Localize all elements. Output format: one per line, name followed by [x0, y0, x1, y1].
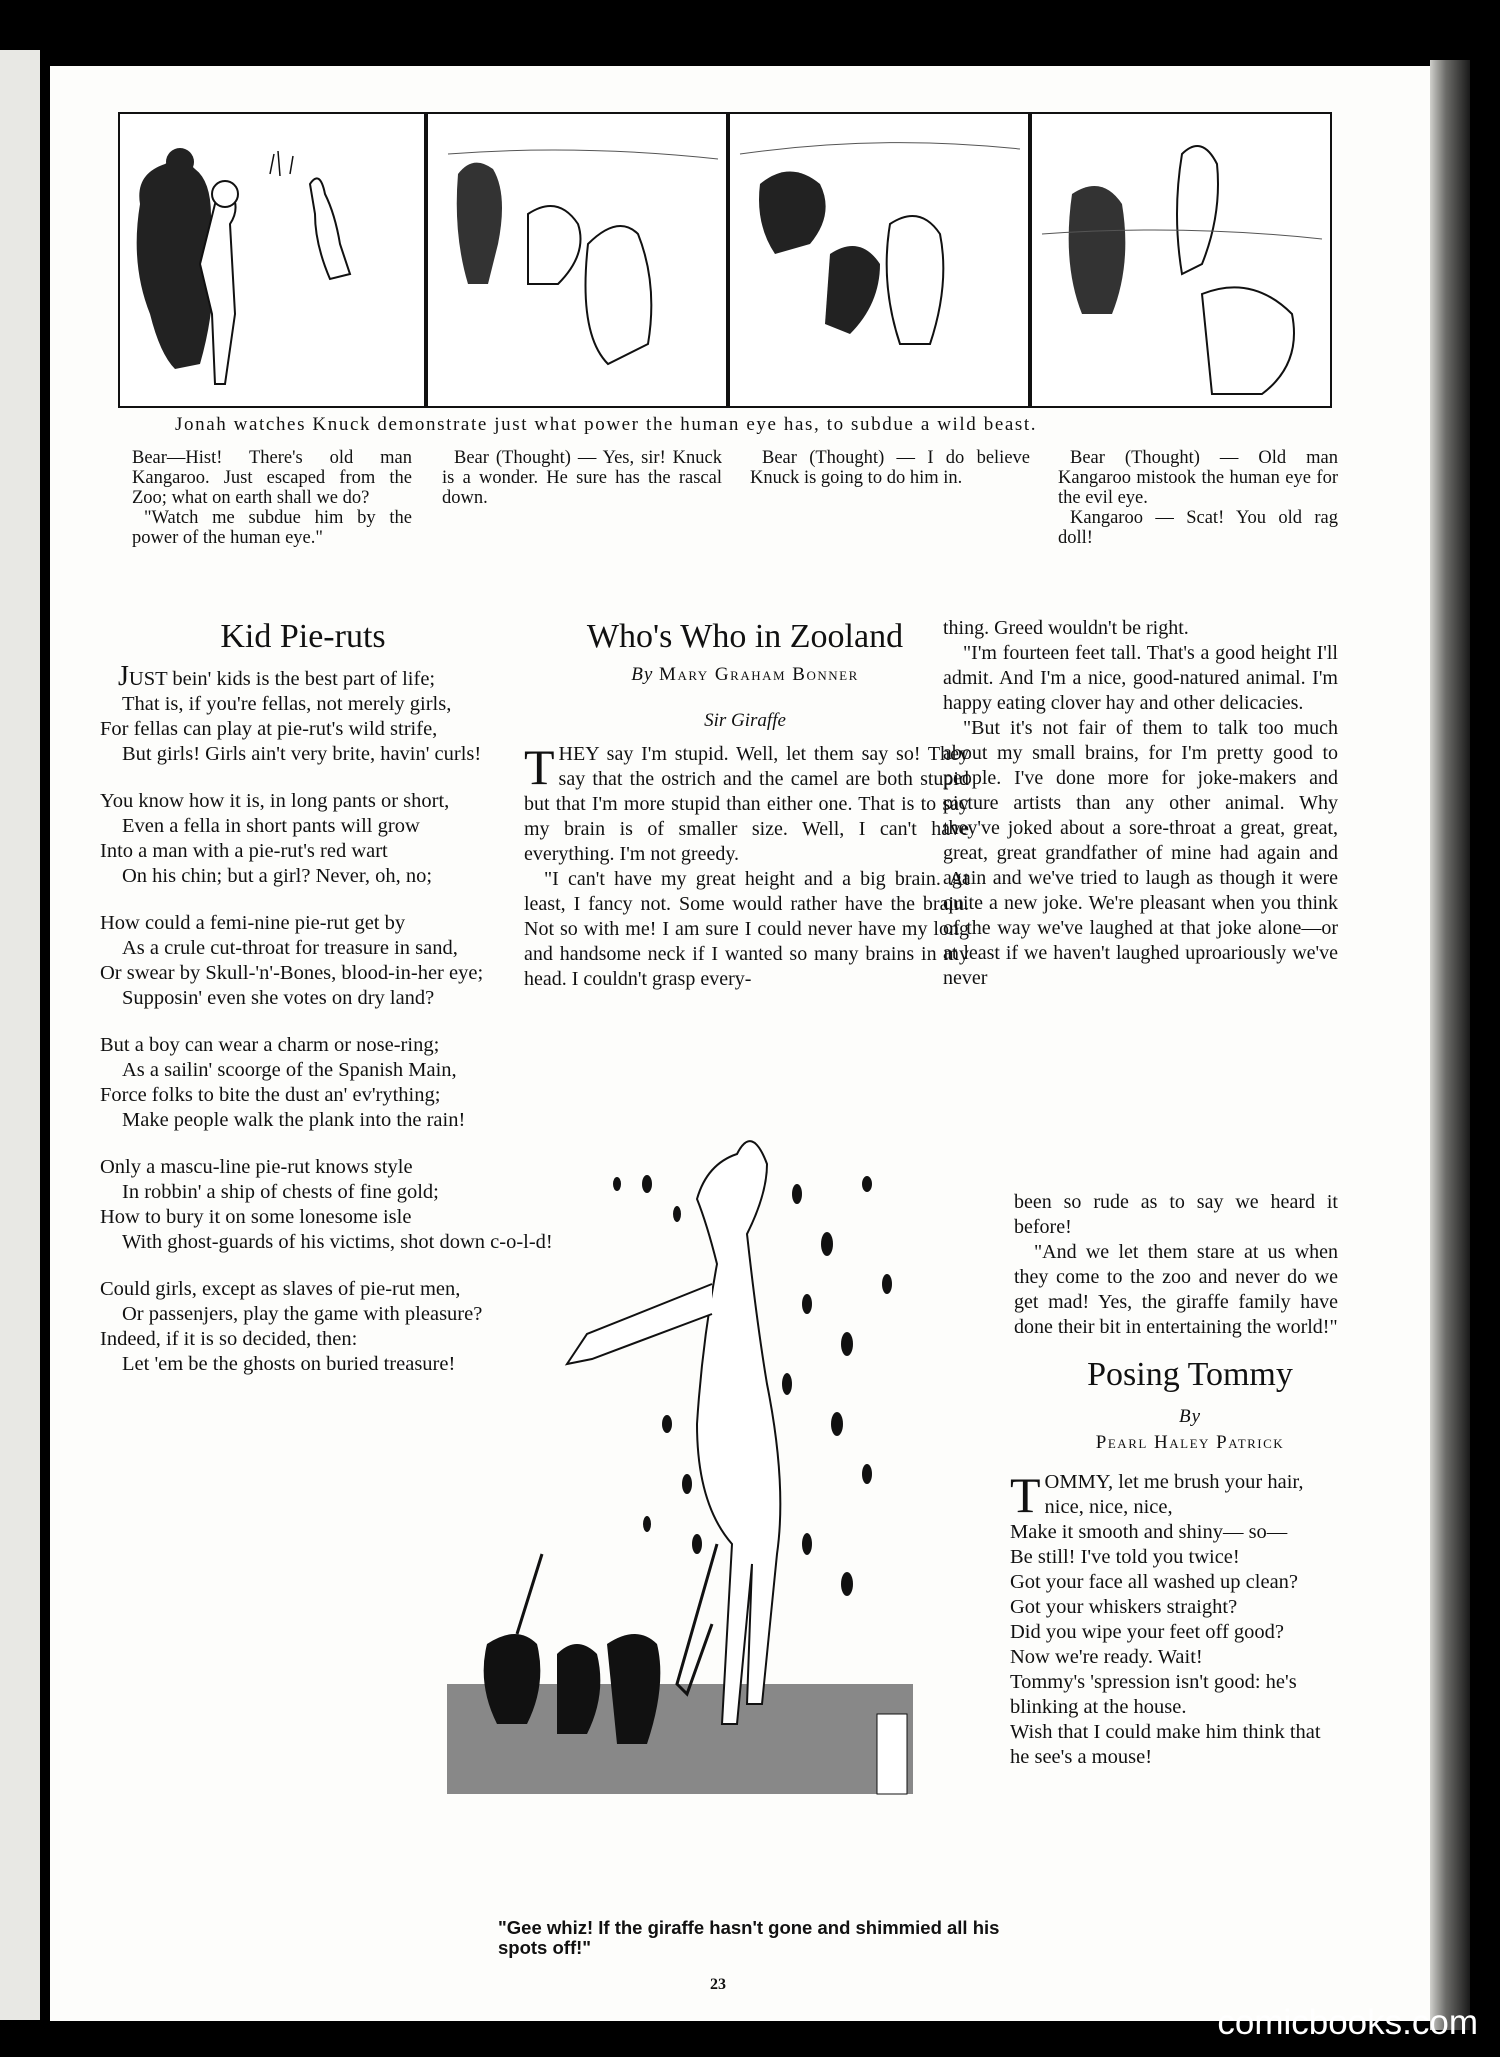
poem-line: You know how it is, in long pants or short,: [100, 790, 450, 812]
page-left-edge: [0, 50, 40, 2020]
poem-line: How to bury it on some lonesome isle: [100, 1206, 412, 1228]
giraffe-illustration: [447, 1124, 913, 1902]
poem-line: Indeed, if it is so decided, then:: [100, 1328, 358, 1350]
poem-title-posing-tommy: Posing Tommy: [1087, 1356, 1293, 1393]
panel-1-line-2: "Watch me subdue him by the power of the human eye.": [132, 508, 412, 548]
article-paragraph: [524, 739, 969, 867]
page-number: 23: [710, 1976, 726, 1993]
article-paragraph-text: HEY say I'm stupid. Well, let them say so! They say that the ostrich and the camel are both stupid but that I'm more stupid than either one. That is to say my brain is of smaller size. Well, I can't have everything. I'm not greedy.: [524, 743, 969, 865]
poem2-dropcap: T: [1010, 1467, 1041, 1523]
poem-line: Got your whiskers straight?: [1010, 1596, 1238, 1618]
poem-line: [100, 661, 555, 692]
article-paragraph: "I can't have my great height and a big brain. At least, I fancy not. Some would rather have the brain. Not so with me! I am sure I could never have my long and handsome neck if I wanted so many brains in my head. I couldn't grasp every-: [524, 868, 969, 990]
poem2-by: By: [1178, 1406, 1202, 1427]
poem-line: Only a mascu-line pie-rut knows style: [100, 1156, 413, 1178]
poem-line: Wish that I could make him think that he see's a mouse!: [1010, 1721, 1321, 1768]
poem-line: Let 'em be the ghosts on buried treasure!: [122, 1353, 456, 1375]
poem-line: As a crule cut-throat for treasure in sand,: [122, 937, 458, 959]
book-spine: [1430, 60, 1470, 2030]
poem-line: Or passenjers, play the game with pleasure?: [122, 1303, 483, 1325]
article-author: Mary Graham Bonner: [659, 664, 859, 685]
bear-kangaroo-fight-drawing: [730, 114, 1028, 406]
article-dropcap: T: [524, 739, 555, 795]
poem-line: For fellas can play at pie-rut's wild strife,: [100, 718, 438, 740]
article-title: Who's Who in Zooland: [586, 618, 904, 655]
article-column-1: [524, 739, 969, 992]
bear-boy-kangaroo-drawing: [428, 114, 726, 406]
poem-posing-tommy: [1010, 1467, 1338, 1770]
panel-2-line-1: Bear (Thought) — Yes, sir! Knuck is a wonder. He sure has the rascal down.: [442, 448, 722, 508]
poem-line: But girls! Girls ain't very brite, havin' curls!: [122, 743, 482, 765]
poem-line: Be still! I've told you twice!: [1010, 1546, 1240, 1568]
poem-line: Make people walk the plank into the rain!: [122, 1109, 466, 1131]
poem-line: On his chin; but a girl? Never, oh, no;: [122, 865, 433, 887]
panel-2-dialogue: [442, 448, 722, 508]
poem-line: But a boy can wear a charm or nose-ring;: [100, 1034, 440, 1056]
giraffe-and-monkeys-drawing: [447, 1124, 913, 1902]
comic-panel-3: [728, 112, 1030, 408]
article-column-2-continued: [1014, 1190, 1338, 1340]
comic-panel-1: [118, 112, 426, 408]
poem-dropcap: J: [118, 661, 129, 692]
panel-3-dialogue: [750, 448, 1030, 488]
poem-line-text: UST bein' kids is the best part of life;: [128, 668, 436, 690]
poem-line: Now we're ready. Wait!: [1010, 1646, 1203, 1668]
bear-and-boy-drawing: [120, 114, 424, 406]
comic-panel-4: [1030, 112, 1332, 408]
poem-line: [1010, 1467, 1338, 1523]
panel-1-dialogue: [132, 448, 412, 548]
kangaroo-kicking-drawing: [1032, 114, 1330, 406]
comic-strip-caption: Jonah watches Knuck demonstrate just what power the human eye has, to subdue a wild beast.: [175, 414, 1038, 435]
article-paragraph: been so rude as to say we heard it before!: [1014, 1191, 1338, 1238]
poem-line: Even a fella in short pants will grow: [122, 815, 420, 837]
poem-line: Into a man with a pie-rut's red wart: [100, 840, 388, 862]
poem-line: Or swear by Skull-'n'-Bones, blood-in-her eye;: [100, 962, 484, 984]
article-byline: [520, 664, 970, 686]
poem-line: With ghost-guards of his victims, shot down c-o-l-d!: [122, 1231, 553, 1253]
comic-panel-2: [426, 112, 728, 408]
article-subtitle: Sir Giraffe: [704, 710, 786, 731]
poem-line: Make it smooth and shiny— so—: [1010, 1521, 1288, 1543]
poem-line: How could a femi-nine pie-rut get by: [100, 912, 406, 934]
poem-line: That is, if you're fellas, not merely girls,: [122, 693, 452, 715]
poem-line-text: OMMY, let me brush your hair, nice, nice, nice,: [1044, 1471, 1304, 1518]
poem-title-kid-pie-ruts: Kid Pie-ruts: [220, 618, 386, 655]
poem-line: Tommy's 'spression isn't good: he's blinking at the house.: [1010, 1671, 1297, 1718]
article-paragraph: "I'm fourteen feet tall. That's a good height I'll admit. And I'm a nice, good-natured animal. I'm happy eating clover hay and other delicacies.: [943, 642, 1338, 714]
article-column-2: [943, 616, 1338, 991]
article-paragraph: thing. Greed wouldn't be right.: [943, 617, 1189, 639]
poem-line: Got your face all washed up clean?: [1010, 1571, 1299, 1593]
poem-line: Could girls, except as slaves of pie-rut men,: [100, 1278, 461, 1300]
panel-4-line-1: Bear (Thought) — Old man Kangaroo mistook the human eye for the evil eye.: [1058, 448, 1338, 508]
byline-by: By: [631, 664, 654, 685]
watermark: comicbooks.com: [1217, 2003, 1478, 2042]
poem2-author-name: Pearl Haley Patrick: [1095, 1432, 1285, 1453]
poem-line: Supposin' even she votes on dry land?: [122, 987, 435, 1009]
article-paragraph: "And we let them stare at us when they come to the zoo and never do we get mad! Yes, the giraffe family have done their bit in entertaining the world!": [1014, 1241, 1338, 1338]
poem-line: As a sailin' scoorge of the Spanish Main,: [122, 1059, 457, 1081]
poem-line: Force folks to bite the dust an' ev'rything;: [100, 1084, 441, 1106]
illustration-caption: "Gee whiz! If the giraffe hasn't gone and shimmied all his spots off!": [498, 1917, 1000, 1958]
poem-line: Did you wipe your feet off good?: [1010, 1621, 1285, 1643]
panel-1-line-1: Bear—Hist! There's old man Kangaroo. Just escaped from the Zoo; what on earth shall we do?: [132, 448, 412, 508]
panel-4-line-2: Kangaroo — Scat! You old rag doll!: [1058, 508, 1338, 548]
panel-3-line-1: Bear (Thought) — I do believe Knuck is going to do him in.: [750, 448, 1030, 488]
panel-4-dialogue: [1058, 448, 1338, 548]
poem2-author: [1040, 1432, 1340, 1454]
article-paragraph: "But it's not fair of them to talk too much about my small brains, for I'm pretty good to people. I've done more for joke-makers and picture artists than any other animal. Why they've joked about a sore-throat a great, great, great, great grandfather of mine had again and again and we've tried to laugh as though it were quite a new joke. We're pleasant when you think of the way we've laughed at that joke alone—or at least if we haven't laughed uproariously we've never: [943, 717, 1338, 989]
poem-line: In robbin' a ship of chests of fine gold;: [122, 1181, 439, 1203]
magazine-page: [50, 66, 1430, 2021]
